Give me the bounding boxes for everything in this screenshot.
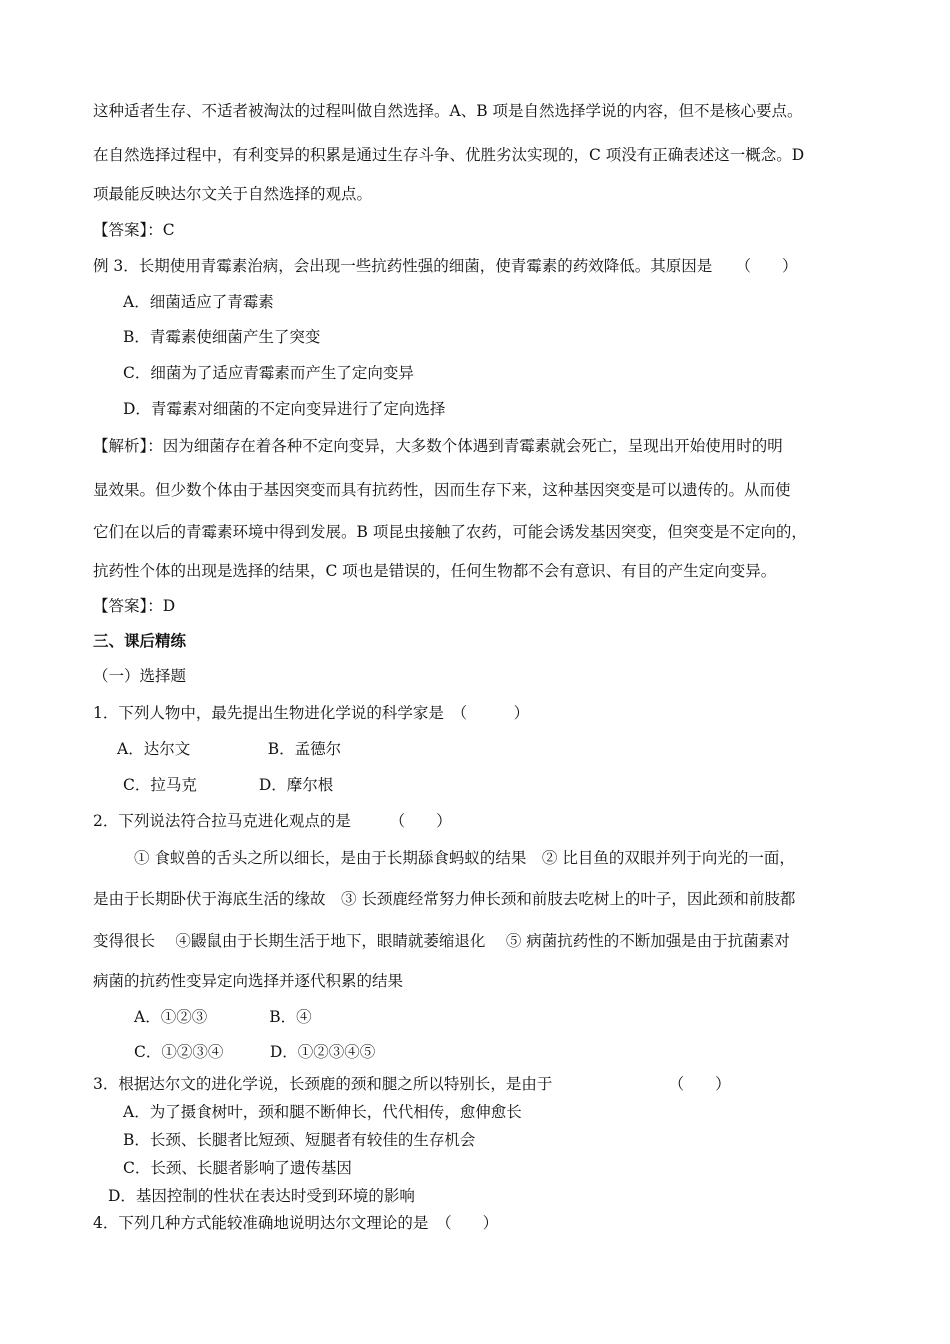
analysis-text: 【解析】：因为细菌存在着各种不定向变异，大多数个体遇到青霉素就会死亡，呈现出开始使用时的明 <box>93 437 783 455</box>
analysis-text: 显效果。但少数个体由于基因突变而具有抗药性，因而生存下来，这种基因突变是可以遗传的。从而使 <box>93 481 791 499</box>
question-4: 4．下列几种方式能较准确地说明达尔文理论的是 （ ） <box>93 1214 499 1232</box>
statement-text: 是由于长期卧伏于海底生活的缘故 ③ 长颈鹿经常努力伸长颈和前肢去吃树上的叶子，因此颈和前肢都 <box>93 890 796 908</box>
answer-label: 【答案】：D <box>93 597 176 615</box>
option-d: D．青霉素对细菌的不定向变异进行了定向选择 <box>123 400 446 418</box>
question-3: 3．根据达尔文的进化学说，长颈鹿的颈和腿之所以特别长，是由于 （ ） <box>93 1075 731 1093</box>
option-c: C．长颈、长腿者影响了遗传基因 <box>123 1159 352 1177</box>
options-row: A．达尔文 B．孟德尔 <box>117 740 342 758</box>
question-2: 2．下列说法符合拉马克进化观点的是 （ ） <box>93 812 452 830</box>
options-row: C．拉马克 D．摩尔根 <box>123 776 334 794</box>
option-a: A．细菌适应了青霉素 <box>123 293 274 311</box>
option-b: B．青霉素使细菌产生了突变 <box>123 328 321 346</box>
option-c: C．细菌为了适应青霉素而产生了定向变异 <box>123 364 414 382</box>
options-row: C．①②③④ D．①②③④⑤ <box>134 1043 376 1061</box>
text-line: 项最能反映达尔文关于自然选择的观点。 <box>93 185 373 203</box>
statement-text: 病菌的抗药性变异定向选择并逐代积累的结果 <box>93 972 404 990</box>
subsection-heading: （一）选择题 <box>93 667 187 685</box>
option-a: A．为了摄食树叶，颈和腿不断伸长，代代相传，愈伸愈长 <box>123 1103 522 1121</box>
text-line: 这种适者生存、不适者被淘汰的过程叫做自然选择。A、B 项是自然选择学说的内容，但不是核心要点。 <box>93 102 803 120</box>
answer-label: 【答案】：C <box>93 221 175 239</box>
question-1: 1．下列人物中，最先提出生物进化学说的科学家是 （ ） <box>93 704 530 722</box>
analysis-text: 它们在以后的青霉素环境中得到发展。B 项昆虫接触了农药，可能会诱发基因突变，但突变是不定向的， <box>93 523 807 541</box>
option-d: D．基因控制的性状在表达时受到环境的影响 <box>108 1187 415 1205</box>
section-heading: 三、课后精练 <box>93 632 187 650</box>
statement-text: 变得很长 ④鼹鼠由于长期生活于地下，眼睛就萎缩退化 ⑤ 病菌抗药性的不断加强是由于抗菌素对 <box>93 932 790 950</box>
example-question: 例 3．长期使用青霉素治病，会出现一些抗药性强的细菌，使青霉素的药效降低。其原因是 （ ） <box>93 257 798 275</box>
text-line: 在自然选择过程中，有利变异的积累是通过生存斗争、优胜劣汰实现的，C 项没有正确表述这一概念。D <box>93 146 805 164</box>
analysis-text: 抗药性个体的出现是选择的结果，C 项也是错误的，任何生物都不会有意识、有目的产生定向变异。 <box>93 562 777 580</box>
statement-text: ① 食蚁兽的舌头之所以细长，是由于长期舔食蚂蚁的结果 ② 比目鱼的双眼并列于向光的一面， <box>134 849 795 867</box>
option-b: B．长颈、长腿者比短颈、短腿者有较佳的生存机会 <box>123 1131 476 1149</box>
options-row: A．①②③ B．④ <box>134 1008 312 1026</box>
